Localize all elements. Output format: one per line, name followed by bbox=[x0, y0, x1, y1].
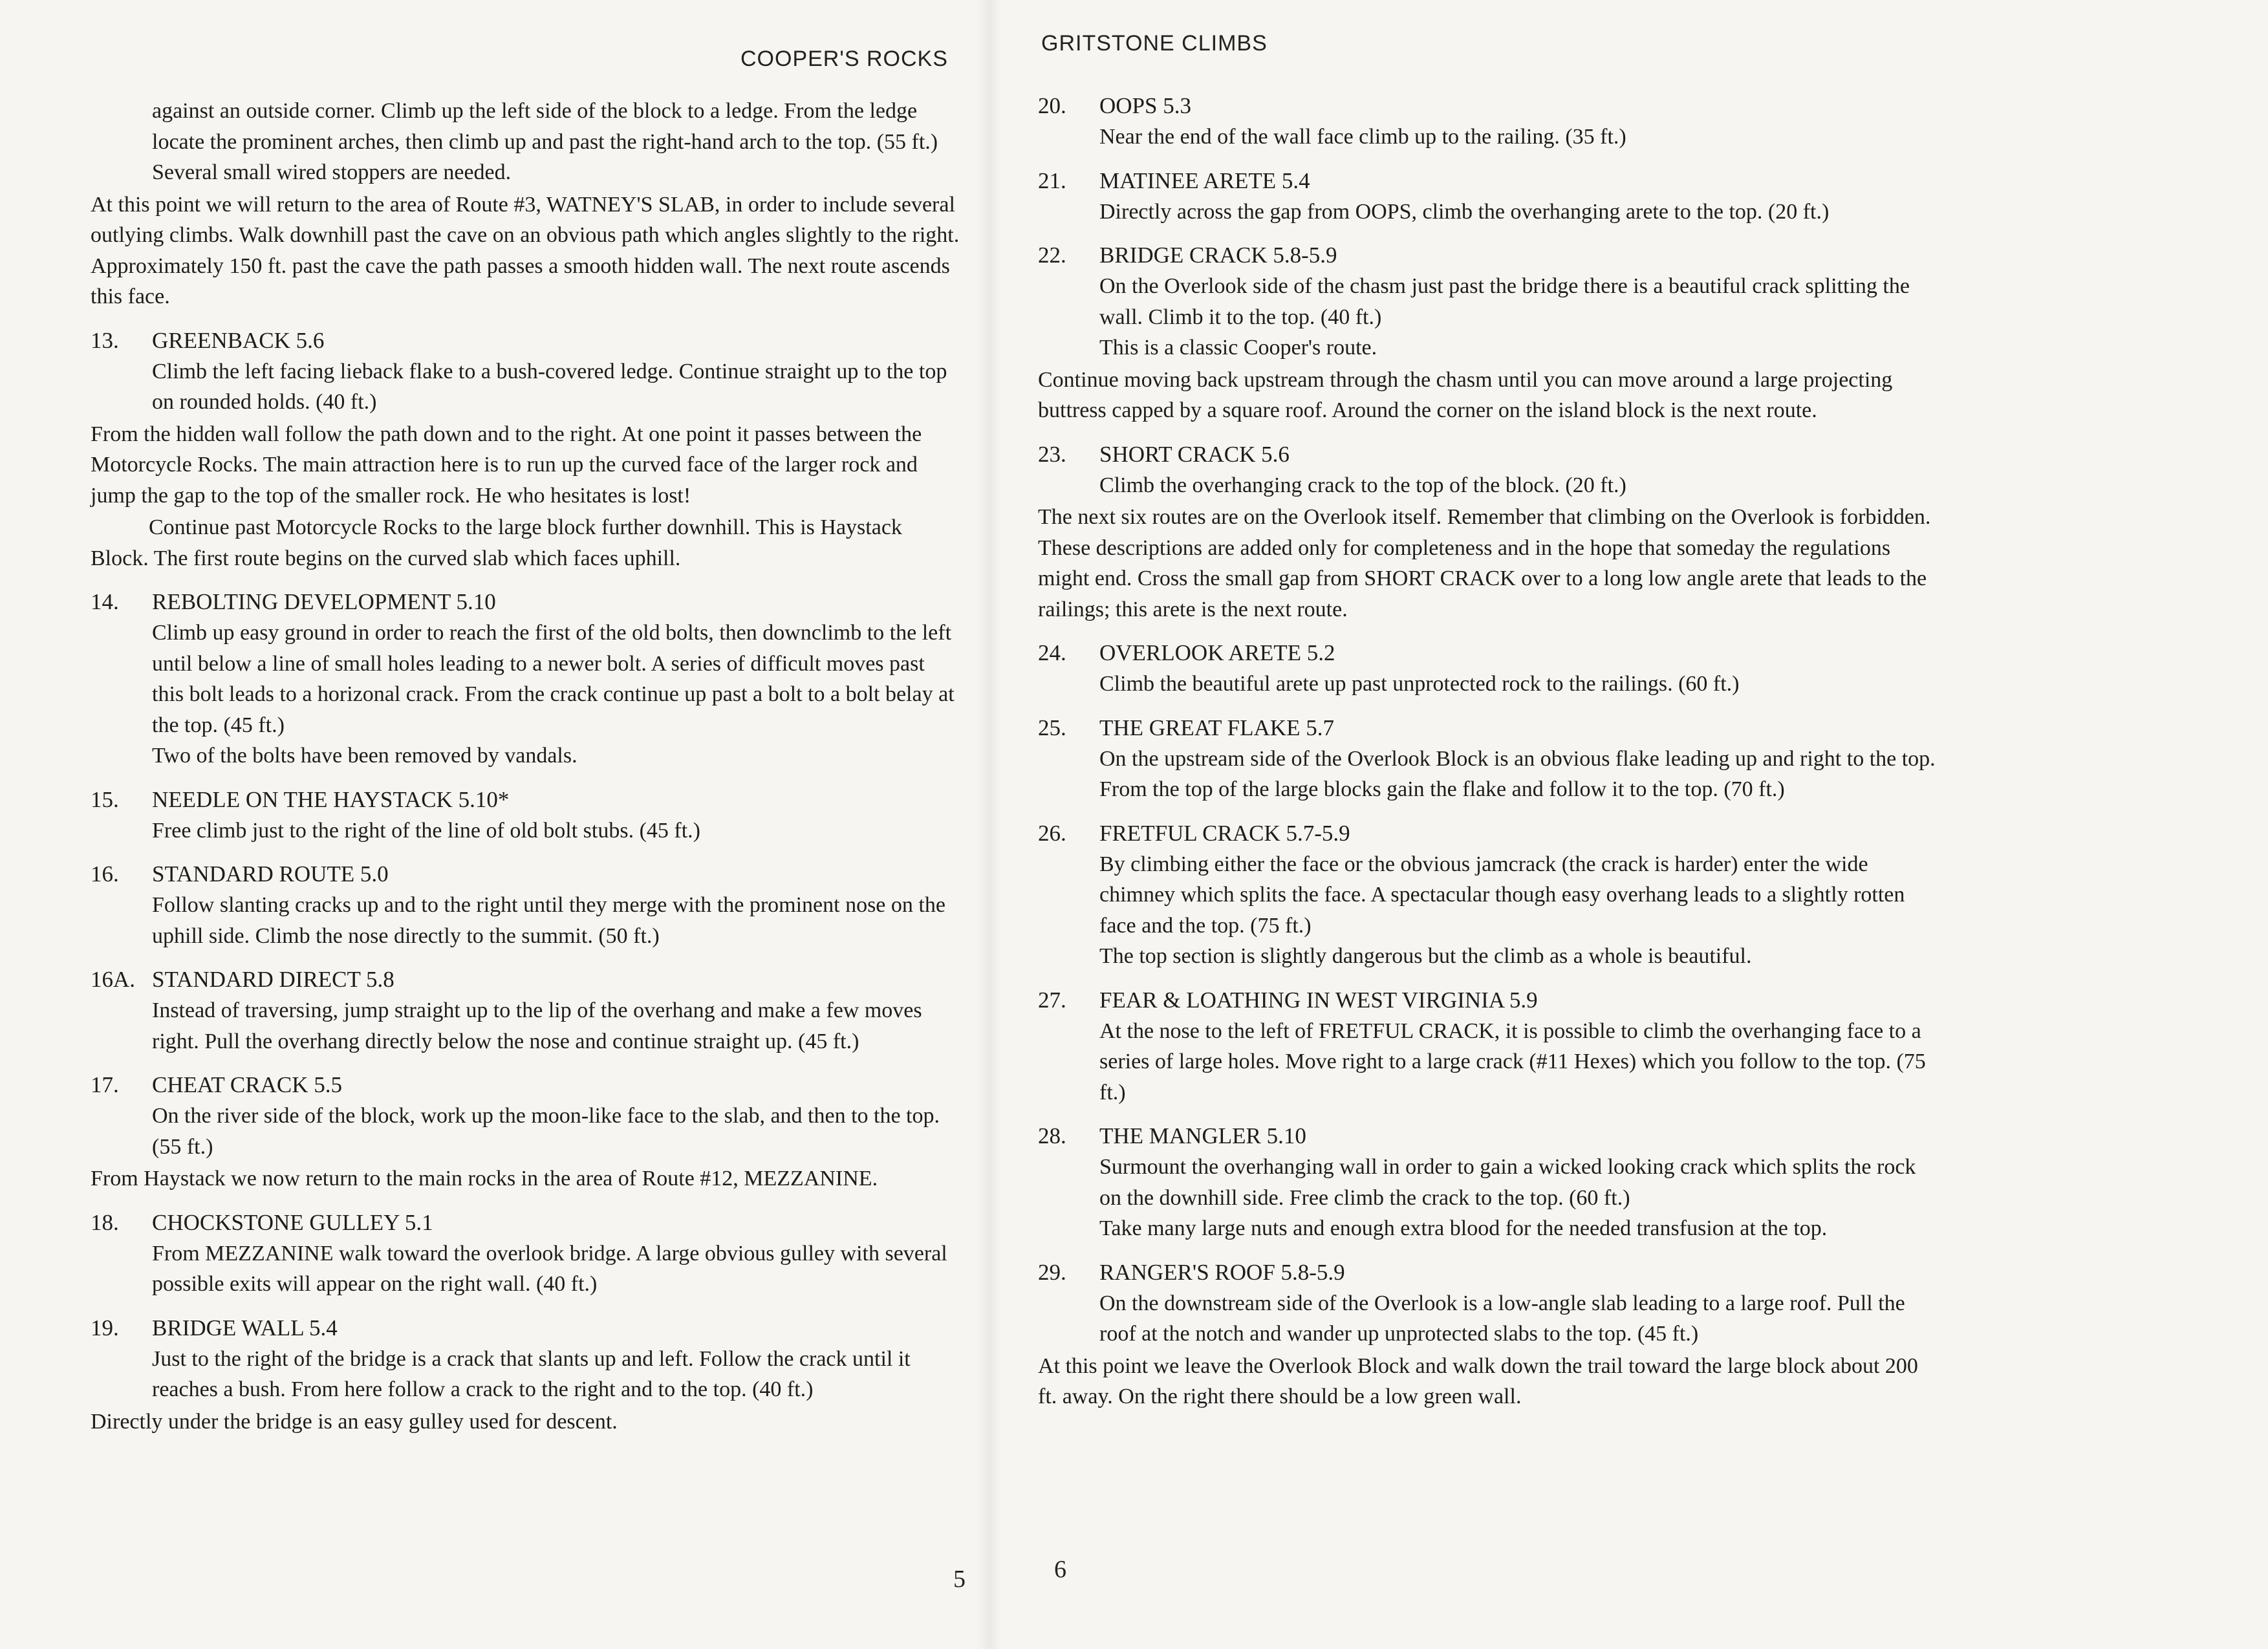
route-entry bbox=[1038, 818, 1937, 972]
route-heading bbox=[1038, 240, 1937, 271]
route-title: CHOCKSTONE GULLEY 5.1 bbox=[152, 1209, 433, 1235]
route-entry bbox=[91, 1207, 960, 1300]
running-header: COOPER'S ROCKS bbox=[740, 47, 948, 71]
route-description: Directly across the gap from OOPS, climb the overhanging arete to the top. (20 ft.) bbox=[1099, 199, 1830, 224]
route-title: NEEDLE ON THE HAYSTACK 5.10* bbox=[152, 786, 510, 812]
left-page-text bbox=[91, 96, 960, 1437]
route-title: STANDARD DIRECT 5.8 bbox=[152, 967, 394, 992]
route-number: 13. bbox=[91, 327, 119, 353]
route-entry bbox=[91, 1070, 960, 1162]
route-title: REBOLTING DEVELOPMENT 5.10 bbox=[152, 589, 496, 614]
left-page bbox=[0, 0, 983, 1649]
route-note: The top section is slightly dangerous but the climb as a whole is beautiful. bbox=[1099, 944, 1752, 968]
route-note: Several small wired stoppers are needed. bbox=[152, 160, 512, 184]
route-heading bbox=[1038, 166, 1937, 197]
route-description: Climb the beautiful arete up past unprotected rock to the railings. (60 ft.) bbox=[1099, 672, 1740, 696]
approach-paragraph: Directly under the bridge is an easy gulley used for descent. bbox=[91, 1409, 618, 1434]
route-description: On the river side of the block, work up the moon-like face to the slab, and then to the top. (55 ft.) bbox=[152, 1104, 940, 1159]
route-entry bbox=[1038, 166, 1937, 228]
route-entry bbox=[1038, 240, 1937, 363]
route-description: Instead of traversing, jump straight up to the lip of the overhang and make a few moves right. Pull the overhang directly below the nose and continue straight up. (45 ft.) bbox=[152, 998, 922, 1053]
route-heading bbox=[91, 587, 960, 618]
route-description: From MEZZANINE walk toward the overlook bridge. A large obvious gulley with several possible exits will appear on the right wall. (40 ft.) bbox=[152, 1241, 947, 1296]
approach-paragraph: From the hidden wall follow the path down and to the right. At one point it passes between the Motorcycle Rocks. The main attraction here is to run up the curved face of the larger rock and jump the gap to the top of the smaller rock. He who hesitates is lost! bbox=[91, 422, 922, 508]
approach-paragraph: The next six routes are on the Overlook itself. Remember that climbing on the Overlook is forbidden. These descriptions are added only for completeness and in the hope that someday the regulations might end. Cross the small gap from SHORT CRACK over to a long low angle arete that leads to the railings; this arete is the next route. bbox=[1038, 505, 1931, 621]
route-note: Two of the bolts have been removed by vandals. bbox=[152, 744, 578, 768]
route-title: SHORT CRACK 5.6 bbox=[1099, 441, 1290, 467]
route-heading bbox=[1038, 1121, 1937, 1152]
route-heading bbox=[1038, 713, 1937, 744]
route-heading bbox=[1038, 985, 1937, 1016]
route-entry bbox=[1038, 91, 1937, 153]
route-title: GREENBACK 5.6 bbox=[152, 327, 325, 353]
approach-paragraph: Continue moving back upstream through the chasm until you can move around a large projecting buttress capped by a square roof. Around the corner on the island block is the next route. bbox=[1038, 367, 1893, 422]
route-title: OVERLOOK ARETE 5.2 bbox=[1099, 640, 1335, 665]
route-entry bbox=[91, 964, 960, 1057]
page-number: 5 bbox=[953, 1566, 966, 1593]
route-number: 15. bbox=[91, 786, 119, 812]
route-entry bbox=[1038, 638, 1937, 700]
route-entry bbox=[1038, 985, 1937, 1108]
route-entry bbox=[91, 587, 960, 771]
route-number: 16. bbox=[91, 861, 119, 887]
route-heading bbox=[1038, 818, 1937, 849]
approach-paragraph: Continue past Motorcycle Rocks to the large block further downhill. This is Haystack Block. The first route begins on the curved slab which faces uphill. bbox=[91, 515, 902, 570]
right-page bbox=[996, 0, 2268, 1649]
route-title: BRIDGE WALL 5.4 bbox=[152, 1315, 338, 1341]
route-title: RANGER'S ROOF 5.8-5.9 bbox=[1099, 1259, 1345, 1285]
route-title: CHEAT CRACK 5.5 bbox=[152, 1072, 342, 1097]
route-entry bbox=[91, 1313, 960, 1405]
route-note: This is a classic Cooper's route. bbox=[1099, 336, 1377, 360]
route-title: FEAR & LOATHING IN WEST VIRGINIA 5.9 bbox=[1099, 987, 1538, 1013]
approach-paragraph: From Haystack we now return to the main rocks in the area of Route #12, MEZZANINE. bbox=[91, 1167, 878, 1191]
route-entry bbox=[91, 859, 960, 951]
route-description: Surmount the overhanging wall in order to gain a wicked looking crack which splits the rock on the downhill side. Free climb the crack to the top. (60 ft.) bbox=[1099, 1155, 1916, 1210]
route-number: 19. bbox=[91, 1315, 119, 1341]
route-number: 17. bbox=[91, 1072, 119, 1097]
route-entry bbox=[1038, 439, 1937, 501]
route-title: STANDARD ROUTE 5.0 bbox=[152, 861, 389, 887]
route-heading bbox=[91, 784, 960, 815]
route-description: On the upstream side of the Overlook Block is an obvious flake leading up and right to the top. From the top of the large blocks gain the flake and follow it to the top. (70 ft.) bbox=[1099, 746, 1936, 801]
route-number: 22. bbox=[1038, 242, 1066, 268]
route-number: 20. bbox=[1038, 93, 1066, 118]
right-page-text bbox=[1038, 78, 1937, 1412]
route-heading bbox=[91, 1070, 960, 1101]
route-heading bbox=[1038, 638, 1937, 669]
route-heading bbox=[91, 964, 960, 995]
route-title: THE GREAT FLAKE 5.7 bbox=[1099, 715, 1334, 740]
route-description: Near the end of the wall face climb up to the railing. (35 ft.) bbox=[1099, 125, 1626, 149]
route-number: 25. bbox=[1038, 715, 1066, 740]
route-number: 14. bbox=[91, 589, 119, 614]
route-number: 24. bbox=[1038, 640, 1066, 665]
route-number: 27. bbox=[1038, 987, 1066, 1013]
route-description: Climb the left facing lieback flake to a bush-covered ledge. Continue straight up to the top on rounded holds. (40 ft.) bbox=[152, 359, 947, 414]
route-description: On the downstream side of the Overlook is a low-angle slab leading to a large roof. Pull the roof at the notch and wander up unprotected slabs to the top. (45 ft.) bbox=[1099, 1291, 1905, 1346]
route-heading bbox=[91, 1313, 960, 1344]
route-entry bbox=[1038, 1257, 1937, 1350]
route-description: At the nose to the left of FRETFUL CRACK, it is possible to climb the overhanging face to a series of large holes. Move right to a large crack (#11 Hexes) which you follow to the top. (75 ft.) bbox=[1099, 1018, 1926, 1105]
route-heading bbox=[1038, 439, 1937, 470]
route-description: Climb the overhanging crack to the top of the block. (20 ft.) bbox=[1099, 473, 1626, 497]
route-description: Follow slanting cracks up and to the right until they merge with the prominent nose on the uphill side. Climb the nose directly to the summit. (50 ft.) bbox=[152, 893, 945, 948]
route-number: 26. bbox=[1038, 820, 1066, 846]
route-number: 18. bbox=[91, 1209, 119, 1235]
route-title: FRETFUL CRACK 5.7-5.9 bbox=[1099, 820, 1350, 846]
route-entry bbox=[1038, 1121, 1937, 1244]
route-heading bbox=[1038, 91, 1937, 122]
route-heading bbox=[91, 859, 960, 890]
route-number: 23. bbox=[1038, 441, 1066, 467]
route-title: BRIDGE CRACK 5.8-5.9 bbox=[1099, 242, 1337, 268]
route-title: THE MANGLER 5.10 bbox=[1099, 1123, 1306, 1148]
route-description: Just to the right of the bridge is a crack that slants up and left. Follow the crack until it reaches a bush. From here follow a crack to the right and to the top. (40 ft.) bbox=[152, 1346, 911, 1401]
route-entry bbox=[1038, 713, 1937, 805]
route-heading bbox=[91, 1207, 960, 1238]
route-description: By climbing either the face or the obvious jamcrack (the crack is harder) enter the wide chimney which splits the face. A spectacular though easy overhang leads to a slightly rotten face and the top. (75 ft.) bbox=[1099, 852, 1905, 938]
route-title: OOPS 5.3 bbox=[1099, 93, 1191, 118]
route-description: Free climb just to the right of the line of old bolt stubs. (45 ft.) bbox=[152, 818, 700, 843]
route-number: 28. bbox=[1038, 1123, 1066, 1148]
route-description: Climb up easy ground in order to reach the first of the old bolts, then downclimb to the left until below a line of small holes leading to a newer bolt. A series of difficult moves past this bolt leads to a horizonal crack. From the crack continue up past a bolt to a bolt belay at the top. (45 ft.) bbox=[152, 621, 955, 737]
route-title: MATINEE ARETE 5.4 bbox=[1099, 167, 1310, 193]
route-number: 16A. bbox=[91, 967, 136, 992]
route-description: On the Overlook side of the chasm just past the bridge there is a beautiful crack splitting the wall. Climb it to the top. (40 ft.) bbox=[1099, 274, 1910, 329]
running-header: GRITSTONE CLIMBS bbox=[1041, 31, 1268, 56]
route-entry bbox=[91, 325, 960, 418]
route-number: 29. bbox=[1038, 1259, 1066, 1285]
route-note: Take many large nuts and enough extra blood for the needed transfusion at the top. bbox=[1099, 1216, 1828, 1240]
continued-route-description: against an outside corner. Climb up the left side of the block to a ledge. From the ledge locate the prominent arches, then climb up and past the right-hand arch to the top. (55 ft.) bbox=[152, 99, 938, 154]
route-number: 21. bbox=[1038, 167, 1066, 193]
route-heading bbox=[91, 325, 960, 356]
route-heading bbox=[1038, 1257, 1937, 1288]
approach-paragraph: At this point we leave the Overlook Block and walk down the trail toward the large block about 200 ft. away. On the right there should be a low green wall. bbox=[1038, 1353, 1918, 1408]
route-entry bbox=[91, 784, 960, 846]
page-number: 6 bbox=[1054, 1556, 1066, 1583]
approach-paragraph: At this point we will return to the area of Route #3, WATNEY'S SLAB, in order to include several outlying climbs. Walk downhill past the cave on an obvious path which angles slightly to the right. Approximately 150 ft. past the cave the path passes a smooth hidden wall. The next route ascends this face. bbox=[91, 192, 960, 308]
